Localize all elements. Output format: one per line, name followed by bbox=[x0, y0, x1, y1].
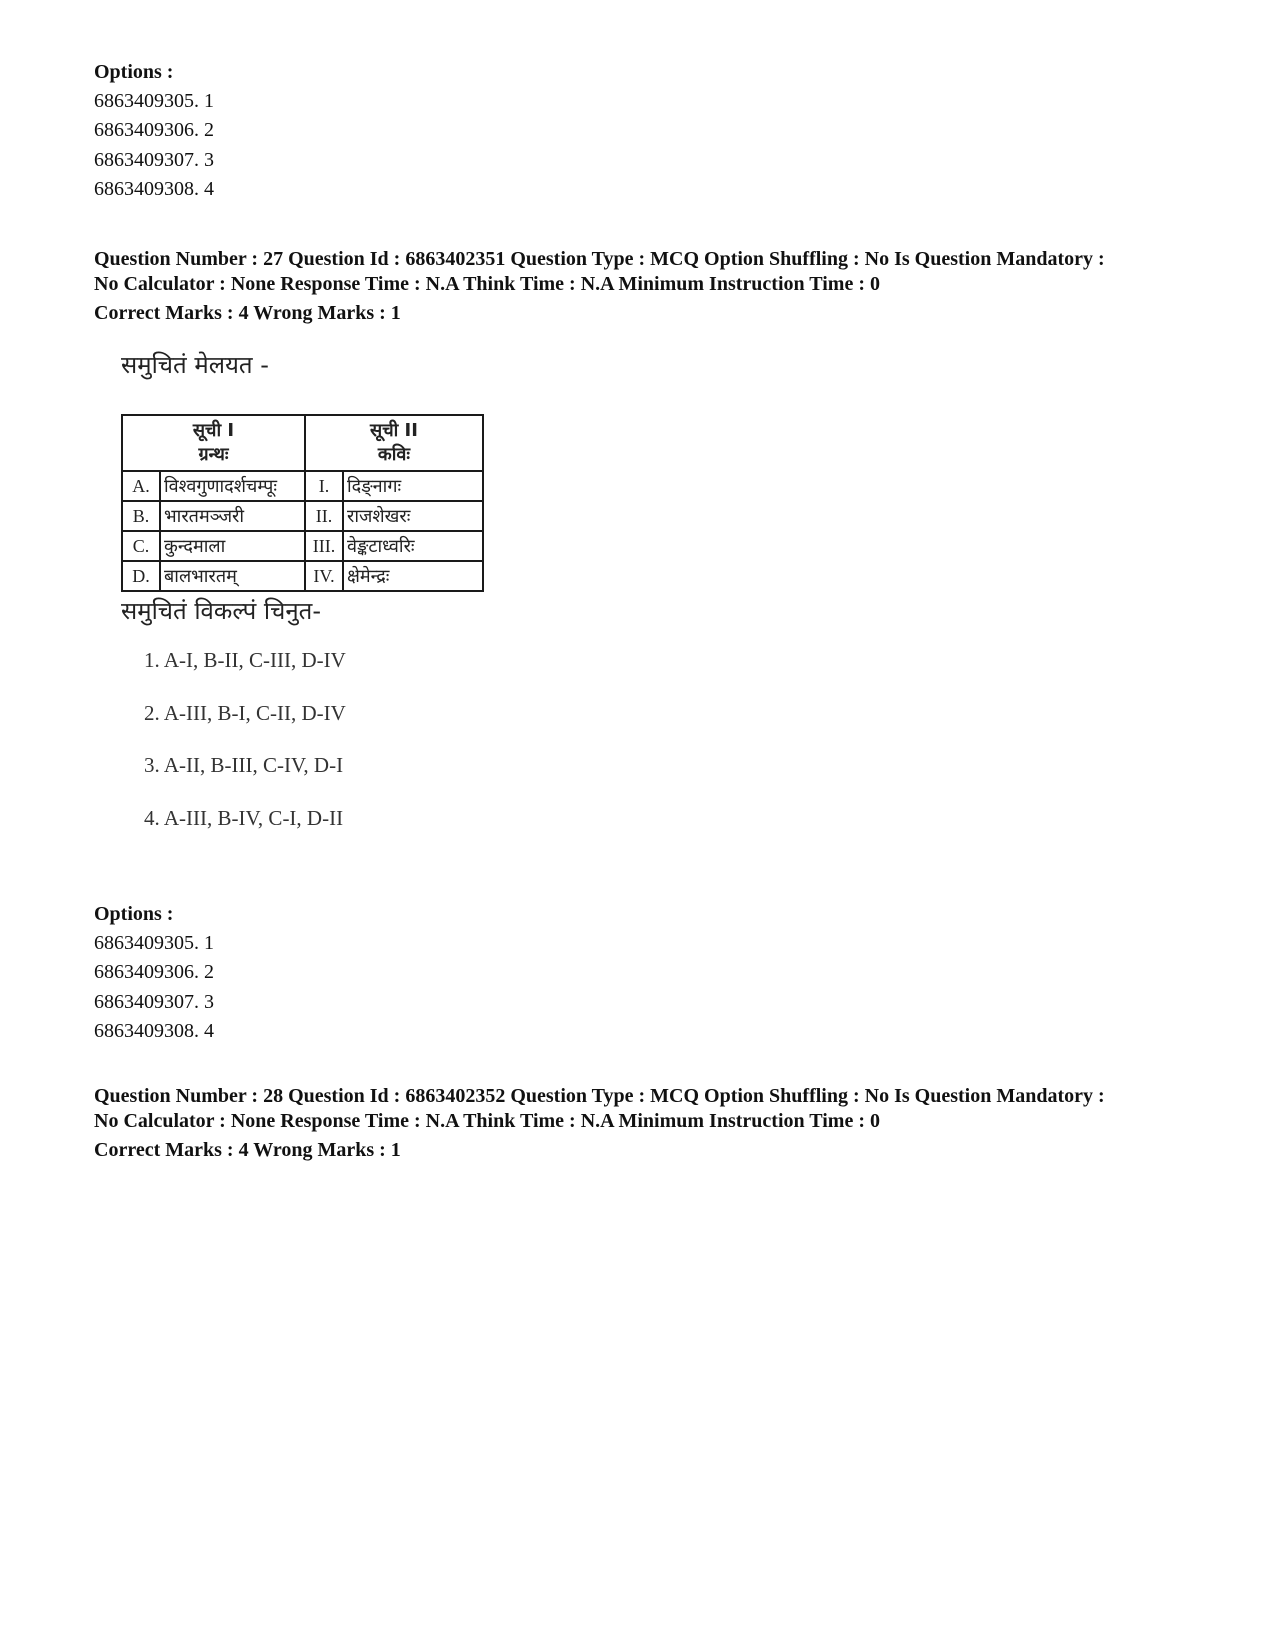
option-item: 6863409306. 2 bbox=[94, 961, 214, 984]
table-row bbox=[122, 531, 483, 561]
answer-choice: 3. A-II, B-III, C-IV, D-I bbox=[144, 753, 344, 777]
list-2-title: सूची II bbox=[370, 420, 418, 441]
list-1-key: C. bbox=[122, 531, 160, 561]
list-2-key: III. bbox=[305, 531, 343, 561]
options-list bbox=[94, 87, 214, 204]
question-header-line: Question Number : 27 Question Id : 6863402351 Question Type : MCQ Option Shuffling : No Is Question Mandatory : bbox=[94, 248, 1105, 270]
list-2-key: II. bbox=[305, 501, 343, 531]
options-heading: Options : bbox=[94, 61, 174, 83]
table-header-row bbox=[122, 415, 483, 471]
answer-choice: 1. A-I, B-II, C-III, D-IV bbox=[144, 648, 346, 672]
list-1-subtitle: ग्रन्थः bbox=[198, 444, 229, 465]
marks-line: Correct Marks : 4 Wrong Marks : 1 bbox=[94, 1139, 401, 1161]
list-2-value: क्षेमेन्द्रः bbox=[343, 561, 483, 591]
answer-choice: 2. A-III, B-I, C-II, D-IV bbox=[144, 701, 346, 725]
list-1-value: विश्वगुणादर्शचम्पूः bbox=[160, 471, 305, 501]
option-item: 6863409308. 4 bbox=[94, 1019, 214, 1042]
answer-choice: 4. A-III, B-IV, C-I, D-II bbox=[144, 806, 344, 830]
list-2-subtitle: कविः bbox=[377, 444, 411, 465]
list-1-value: कुन्दमाला bbox=[160, 531, 305, 561]
list-1-header bbox=[122, 415, 305, 471]
question-header-line: Question Number : 28 Question Id : 6863402352 Question Type : MCQ Option Shuffling : No Is Question Mandatory : bbox=[94, 1085, 1105, 1107]
choose-instruction: समुचितं विकल्पं चिनुत- bbox=[121, 597, 322, 625]
option-item: 6863409306. 2 bbox=[94, 119, 214, 142]
table-row bbox=[122, 501, 483, 531]
question-header bbox=[94, 247, 1105, 296]
list-1-title: सूची I bbox=[192, 420, 235, 441]
list-2-header bbox=[305, 415, 483, 471]
list-1-value: बालभारतम् bbox=[160, 561, 305, 591]
option-item: 6863409305. 1 bbox=[94, 932, 214, 954]
question-header bbox=[94, 1084, 1105, 1133]
list-1-key: A. bbox=[122, 471, 160, 501]
question-header-line: No Calculator : None Response Time : N.A Think Time : N.A Minimum Instruction Time : 0 bbox=[94, 1109, 880, 1132]
question-image bbox=[110, 348, 530, 878]
option-item: 6863409307. 3 bbox=[94, 148, 214, 171]
options-list bbox=[94, 929, 214, 1046]
list-2-value: वेङ्कटाध्वरिः bbox=[343, 531, 483, 561]
option-item: 6863409305. 1 bbox=[94, 90, 214, 112]
match-instruction: समुचितं मेलयत - bbox=[121, 351, 269, 379]
list-1-key: D. bbox=[122, 561, 160, 591]
list-2-value: दिङ्नागः bbox=[343, 471, 483, 501]
marks-line: Correct Marks : 4 Wrong Marks : 1 bbox=[94, 302, 401, 324]
list-2-key: I. bbox=[305, 471, 343, 501]
list-1-key: B. bbox=[122, 501, 160, 531]
list-1-value: भारतमञ्जरी bbox=[160, 501, 305, 531]
question-header-line: No Calculator : None Response Time : N.A Think Time : N.A Minimum Instruction Time : 0 bbox=[94, 272, 880, 295]
options-heading: Options : bbox=[94, 903, 174, 925]
list-2-key: IV. bbox=[305, 561, 343, 591]
table-row bbox=[122, 471, 483, 501]
option-item: 6863409308. 4 bbox=[94, 177, 214, 200]
option-item: 6863409307. 3 bbox=[94, 990, 214, 1013]
table-row bbox=[122, 561, 483, 591]
match-table bbox=[121, 414, 484, 592]
list-2-value: राजशेखरः bbox=[343, 501, 483, 531]
